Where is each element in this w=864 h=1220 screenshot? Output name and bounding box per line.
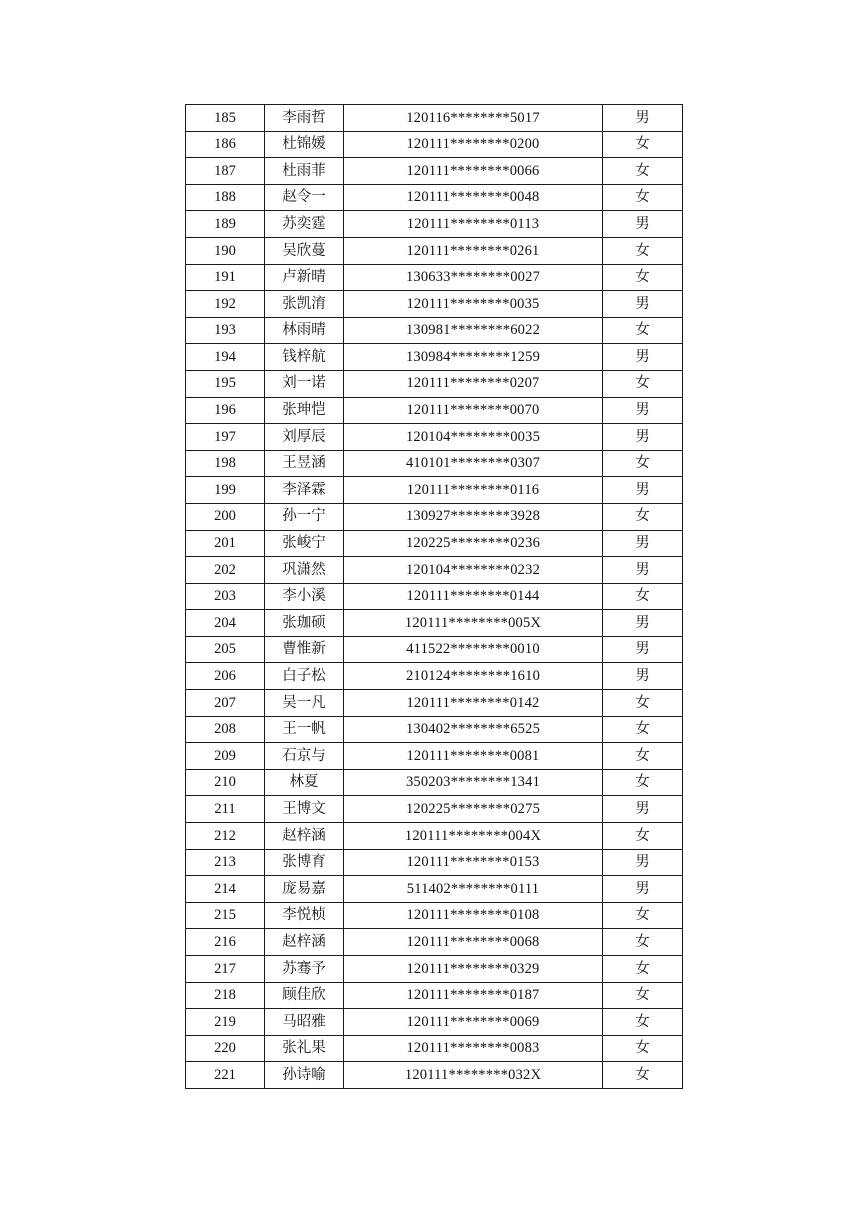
- student-name-cell: 李雨哲: [265, 105, 344, 132]
- student-name-cell: 张珅恺: [265, 397, 344, 424]
- row-number-cell: 190: [186, 237, 265, 264]
- table-row: [186, 503, 683, 530]
- student-name-cell: 刘一诺: [265, 370, 344, 397]
- id-number-cell: 120225********0275: [344, 796, 603, 823]
- table-row: [186, 663, 683, 690]
- table-row: [186, 450, 683, 477]
- table-row: [186, 982, 683, 1009]
- gender-cell: 女: [603, 503, 683, 530]
- id-number-cell: 120111********0108: [344, 902, 603, 929]
- student-name-cell: 赵梓涵: [265, 929, 344, 956]
- student-name-cell: 卢新晴: [265, 264, 344, 291]
- gender-cell: 男: [603, 424, 683, 451]
- id-number-cell: 120111********0113: [344, 211, 603, 238]
- id-number-cell: 120111********0068: [344, 929, 603, 956]
- student-name-cell: 李悦桢: [265, 902, 344, 929]
- student-name-cell: 吴欣蔓: [265, 237, 344, 264]
- gender-cell: 女: [603, 317, 683, 344]
- table-row: [186, 237, 683, 264]
- table-row: [186, 716, 683, 743]
- id-number-cell: 120111********0070: [344, 397, 603, 424]
- student-name-cell: 赵令一: [265, 184, 344, 211]
- table-row: [186, 291, 683, 318]
- id-number-cell: 120116********5017: [344, 105, 603, 132]
- gender-cell: 女: [603, 370, 683, 397]
- student-name-cell: 石京与: [265, 743, 344, 770]
- id-number-cell: 210124********1610: [344, 663, 603, 690]
- gender-cell: 女: [603, 929, 683, 956]
- student-name-cell: 林夏: [265, 769, 344, 796]
- id-number-cell: 120111********032X: [344, 1062, 603, 1089]
- row-number-cell: 200: [186, 503, 265, 530]
- gender-cell: 男: [603, 291, 683, 318]
- student-name-cell: 顾佳欣: [265, 982, 344, 1009]
- gender-cell: 女: [603, 1035, 683, 1062]
- student-name-cell: 王博文: [265, 796, 344, 823]
- id-number-cell: 511402********0111: [344, 876, 603, 903]
- row-number-cell: 216: [186, 929, 265, 956]
- row-number-cell: 209: [186, 743, 265, 770]
- row-number-cell: 199: [186, 477, 265, 504]
- gender-cell: 女: [603, 1062, 683, 1089]
- row-number-cell: 217: [186, 956, 265, 983]
- gender-cell: 男: [603, 397, 683, 424]
- gender-cell: 女: [603, 184, 683, 211]
- id-number-cell: 120111********005X: [344, 610, 603, 637]
- row-number-cell: 195: [186, 370, 265, 397]
- student-name-cell: 马昭雅: [265, 1009, 344, 1036]
- gender-cell: 女: [603, 264, 683, 291]
- gender-cell: 女: [603, 583, 683, 610]
- table-row: [186, 317, 683, 344]
- row-number-cell: 203: [186, 583, 265, 610]
- table-row: [186, 105, 683, 132]
- table-row: [186, 876, 683, 903]
- row-number-cell: 197: [186, 424, 265, 451]
- gender-cell: 男: [603, 344, 683, 371]
- id-number-cell: 120111********004X: [344, 823, 603, 850]
- document-page: [185, 104, 680, 1089]
- student-name-cell: 张礼果: [265, 1035, 344, 1062]
- student-name-cell: 张峻宁: [265, 530, 344, 557]
- id-number-cell: 120104********0035: [344, 424, 603, 451]
- gender-cell: 女: [603, 902, 683, 929]
- gender-cell: 女: [603, 690, 683, 717]
- roster-table-body: [186, 105, 683, 1089]
- table-row: [186, 370, 683, 397]
- gender-cell: 男: [603, 796, 683, 823]
- row-number-cell: 208: [186, 716, 265, 743]
- row-number-cell: 213: [186, 849, 265, 876]
- row-number-cell: 214: [186, 876, 265, 903]
- student-name-cell: 杜雨菲: [265, 158, 344, 185]
- gender-cell: 女: [603, 450, 683, 477]
- gender-cell: 男: [603, 530, 683, 557]
- gender-cell: 女: [603, 743, 683, 770]
- row-number-cell: 201: [186, 530, 265, 557]
- student-name-cell: 张珈硕: [265, 610, 344, 637]
- row-number-cell: 186: [186, 131, 265, 158]
- row-number-cell: 198: [186, 450, 265, 477]
- table-row: [186, 424, 683, 451]
- gender-cell: 女: [603, 956, 683, 983]
- gender-cell: 男: [603, 849, 683, 876]
- row-number-cell: 219: [186, 1009, 265, 1036]
- student-name-cell: 赵梓涵: [265, 823, 344, 850]
- student-name-cell: 苏奕霆: [265, 211, 344, 238]
- table-row: [186, 131, 683, 158]
- row-number-cell: 207: [186, 690, 265, 717]
- table-row: [186, 902, 683, 929]
- row-number-cell: 192: [186, 291, 265, 318]
- student-name-cell: 李泽霖: [265, 477, 344, 504]
- gender-cell: 男: [603, 636, 683, 663]
- id-number-cell: 350203********1341: [344, 769, 603, 796]
- student-name-cell: 李小溪: [265, 583, 344, 610]
- student-name-cell: 孙一宁: [265, 503, 344, 530]
- id-number-cell: 120111********0207: [344, 370, 603, 397]
- table-row: [186, 1009, 683, 1036]
- row-number-cell: 194: [186, 344, 265, 371]
- table-row: [186, 636, 683, 663]
- row-number-cell: 221: [186, 1062, 265, 1089]
- table-row: [186, 610, 683, 637]
- student-name-cell: 庞易嘉: [265, 876, 344, 903]
- table-row: [186, 184, 683, 211]
- row-number-cell: 189: [186, 211, 265, 238]
- id-number-cell: 120111********0329: [344, 956, 603, 983]
- student-name-cell: 王昱涵: [265, 450, 344, 477]
- row-number-cell: 196: [186, 397, 265, 424]
- table-row: [186, 583, 683, 610]
- id-number-cell: 120111********0083: [344, 1035, 603, 1062]
- gender-cell: 男: [603, 610, 683, 637]
- row-number-cell: 215: [186, 902, 265, 929]
- student-name-cell: 曹惟新: [265, 636, 344, 663]
- student-name-cell: 钱梓航: [265, 344, 344, 371]
- table-row: [186, 344, 683, 371]
- id-number-cell: 120111********0081: [344, 743, 603, 770]
- table-row: [186, 211, 683, 238]
- student-name-cell: 王一帆: [265, 716, 344, 743]
- student-name-cell: 刘厚辰: [265, 424, 344, 451]
- table-row: [186, 1035, 683, 1062]
- row-number-cell: 210: [186, 769, 265, 796]
- row-number-cell: 187: [186, 158, 265, 185]
- id-number-cell: 411522********0010: [344, 636, 603, 663]
- row-number-cell: 204: [186, 610, 265, 637]
- gender-cell: 女: [603, 131, 683, 158]
- student-name-cell: 张博育: [265, 849, 344, 876]
- student-name-cell: 巩潇然: [265, 557, 344, 584]
- student-name-cell: 孙诗喻: [265, 1062, 344, 1089]
- gender-cell: 女: [603, 237, 683, 264]
- row-number-cell: 188: [186, 184, 265, 211]
- table-row: [186, 769, 683, 796]
- gender-cell: 男: [603, 557, 683, 584]
- table-row: [186, 743, 683, 770]
- row-number-cell: 211: [186, 796, 265, 823]
- gender-cell: 女: [603, 823, 683, 850]
- table-row: [186, 530, 683, 557]
- id-number-cell: 120104********0232: [344, 557, 603, 584]
- row-number-cell: 218: [186, 982, 265, 1009]
- table-row: [186, 929, 683, 956]
- student-name-cell: 张凯淯: [265, 291, 344, 318]
- student-name-cell: 杜锦媛: [265, 131, 344, 158]
- id-number-cell: 120111********0035: [344, 291, 603, 318]
- gender-cell: 男: [603, 876, 683, 903]
- row-number-cell: 220: [186, 1035, 265, 1062]
- row-number-cell: 191: [186, 264, 265, 291]
- table-row: [186, 397, 683, 424]
- row-number-cell: 212: [186, 823, 265, 850]
- id-number-cell: 120111********0261: [344, 237, 603, 264]
- gender-cell: 女: [603, 716, 683, 743]
- table-row: [186, 1062, 683, 1089]
- id-number-cell: 130633********0027: [344, 264, 603, 291]
- gender-cell: 女: [603, 158, 683, 185]
- id-number-cell: 120111********0069: [344, 1009, 603, 1036]
- table-row: [186, 956, 683, 983]
- row-number-cell: 205: [186, 636, 265, 663]
- id-number-cell: 120111********0200: [344, 131, 603, 158]
- row-number-cell: 193: [186, 317, 265, 344]
- table-row: [186, 849, 683, 876]
- id-number-cell: 120111********0116: [344, 477, 603, 504]
- gender-cell: 男: [603, 477, 683, 504]
- id-number-cell: 130981********6022: [344, 317, 603, 344]
- id-number-cell: 120111********0144: [344, 583, 603, 610]
- table-row: [186, 796, 683, 823]
- table-row: [186, 690, 683, 717]
- id-number-cell: 130927********3928: [344, 503, 603, 530]
- table-row: [186, 823, 683, 850]
- id-number-cell: 120225********0236: [344, 530, 603, 557]
- table-row: [186, 557, 683, 584]
- table-row: [186, 158, 683, 185]
- gender-cell: 女: [603, 982, 683, 1009]
- id-number-cell: 120111********0187: [344, 982, 603, 1009]
- id-number-cell: 120111********0153: [344, 849, 603, 876]
- id-number-cell: 120111********0048: [344, 184, 603, 211]
- id-number-cell: 120111********0066: [344, 158, 603, 185]
- table-row: [186, 477, 683, 504]
- id-number-cell: 410101********0307: [344, 450, 603, 477]
- id-number-cell: 130984********1259: [344, 344, 603, 371]
- id-number-cell: 120111********0142: [344, 690, 603, 717]
- gender-cell: 男: [603, 211, 683, 238]
- student-roster-table: [185, 104, 683, 1089]
- id-number-cell: 130402********6525: [344, 716, 603, 743]
- student-name-cell: 苏骞予: [265, 956, 344, 983]
- gender-cell: 男: [603, 663, 683, 690]
- table-row: [186, 264, 683, 291]
- student-name-cell: 林雨晴: [265, 317, 344, 344]
- gender-cell: 男: [603, 105, 683, 132]
- gender-cell: 女: [603, 1009, 683, 1036]
- row-number-cell: 185: [186, 105, 265, 132]
- row-number-cell: 206: [186, 663, 265, 690]
- gender-cell: 女: [603, 769, 683, 796]
- student-name-cell: 吴一凡: [265, 690, 344, 717]
- row-number-cell: 202: [186, 557, 265, 584]
- student-name-cell: 白子松: [265, 663, 344, 690]
